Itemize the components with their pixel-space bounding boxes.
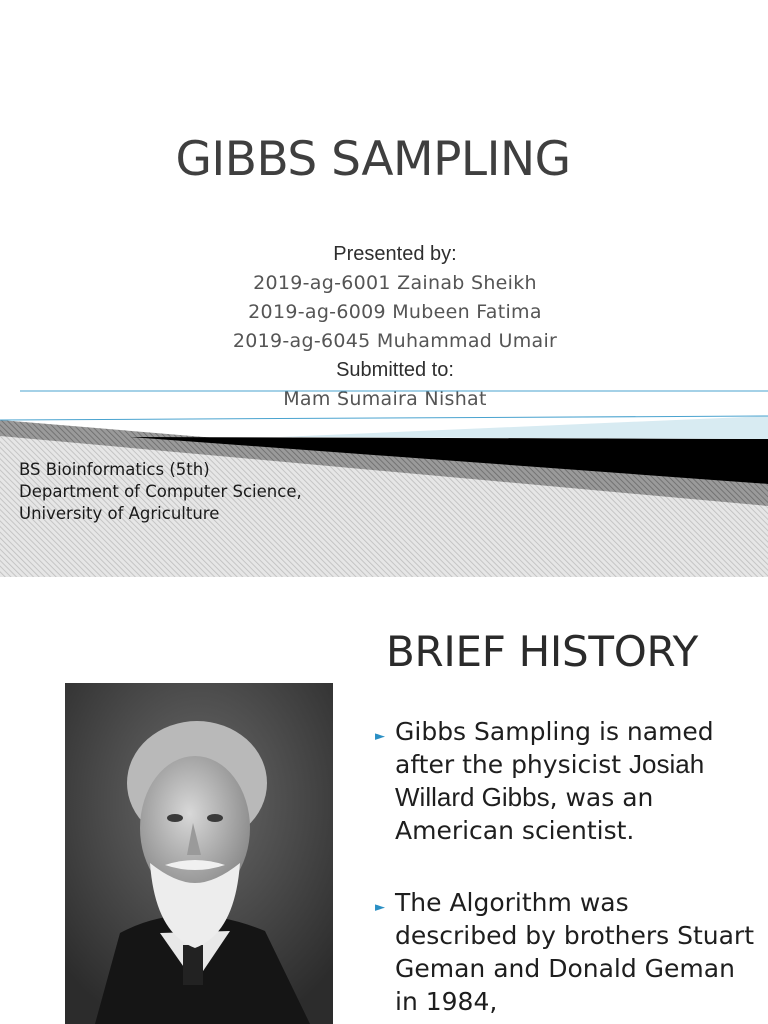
bullet-2-text: The Algorithm was described by brothers Stuart Geman and Donald Geman in 1984,: [395, 888, 755, 1016]
footer-block: [19, 459, 302, 525]
history-bullets: [375, 715, 755, 1018]
bullet-1-text-before: Gibbs Sampling is named after the physicist: [395, 717, 714, 779]
footer-line-university: University of Agriculture: [19, 504, 220, 523]
footer-line-program: BS Bioinformatics (5th): [19, 460, 210, 479]
triangle-bullet-icon: ►: [375, 729, 385, 744]
bullet-1-text-after: , was an American scientist.: [395, 783, 654, 845]
recipient-name: Mam Sumaira Nishat: [283, 388, 487, 410]
portrait-photo: [65, 683, 333, 1024]
bullet-1-highlight: Josiah Willard Gibbs: [395, 749, 705, 812]
bullet-item-2: [375, 886, 755, 1018]
history-slide: [0, 577, 768, 1024]
presented-by-label: Presented by:: [333, 243, 457, 265]
submitted-to-label: Submitted to:: [336, 359, 454, 381]
presenter-2: 2019-ag-6009 Mubeen Fatima: [248, 301, 542, 323]
deco-blue-line: [0, 416, 768, 420]
history-title: BRIEF HISTORY: [386, 627, 699, 676]
slide-title: GIBBS SAMPLING: [175, 132, 571, 187]
triangle-bullet-icon: ►: [375, 900, 385, 915]
deco-blue-wedge: [280, 416, 768, 439]
presenter-3: 2019-ag-6045 Muhammad Umair: [232, 330, 558, 352]
bullet-item-1: [375, 715, 755, 847]
footer-line-department: Department of Computer Science,: [19, 482, 302, 501]
presenter-1: 2019-ag-6001 Zainab Sheikh: [253, 272, 537, 294]
portrait-illustration: [65, 683, 333, 1024]
